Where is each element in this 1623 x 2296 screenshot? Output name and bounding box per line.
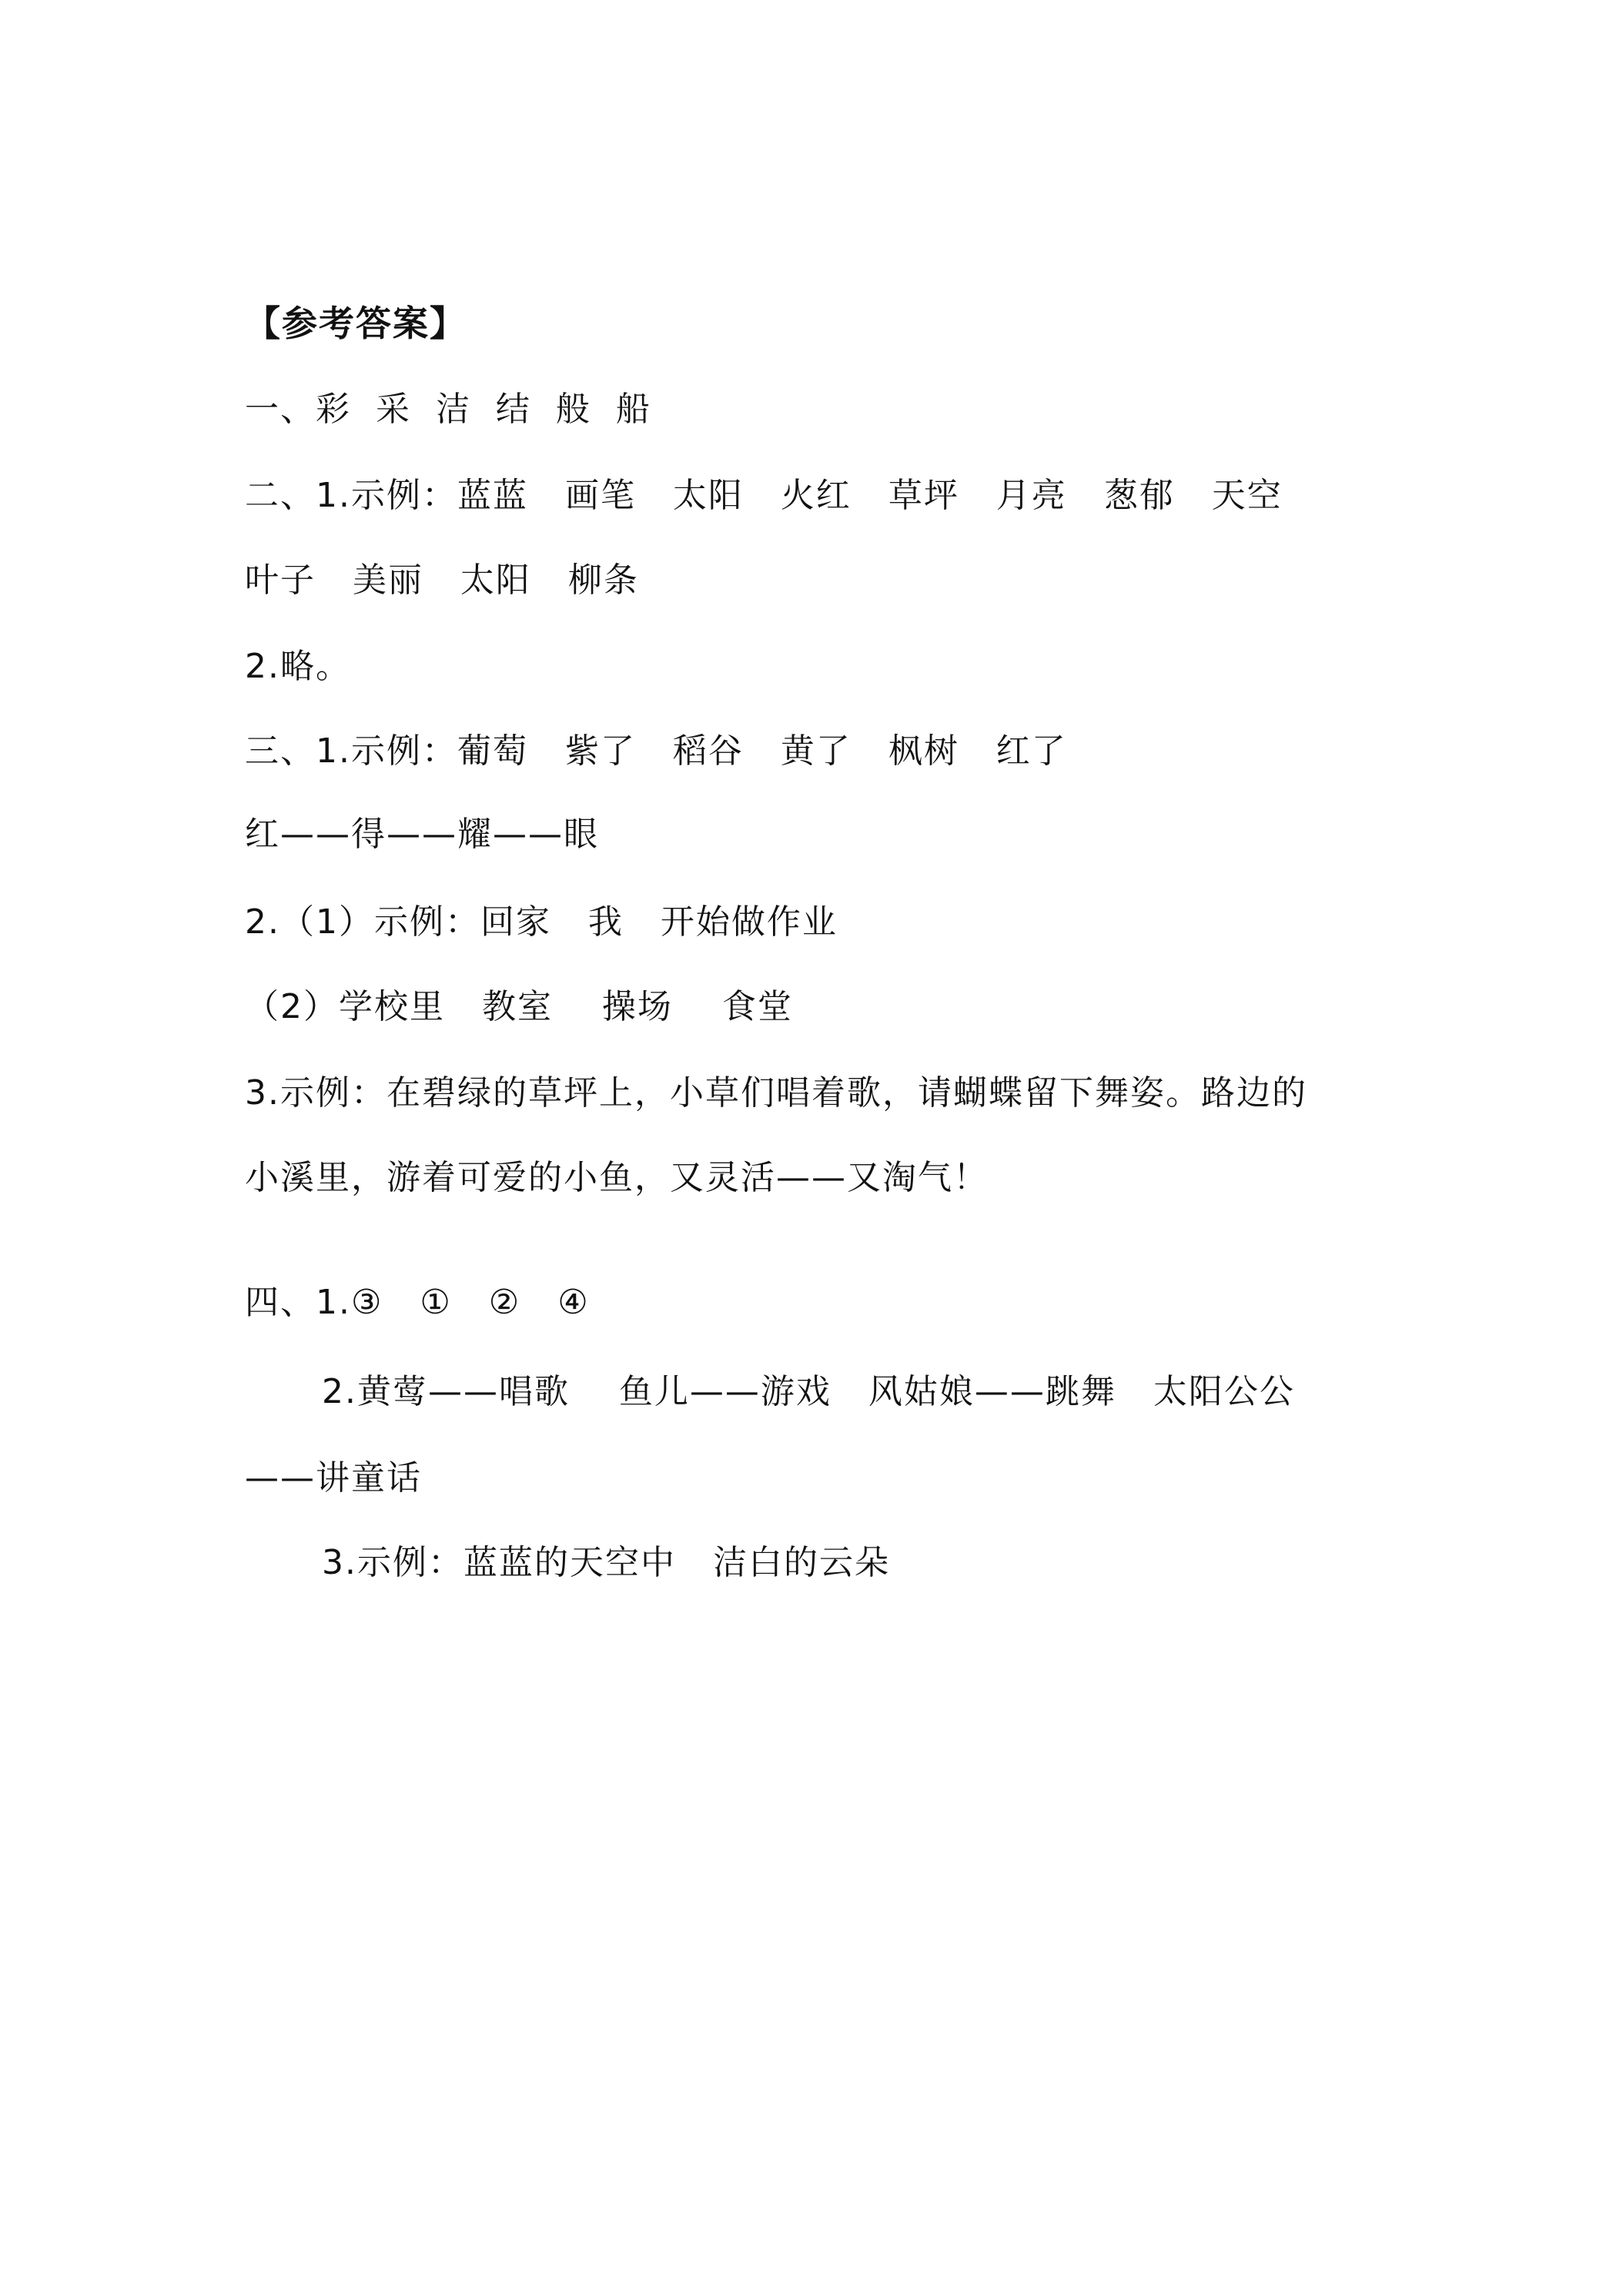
section-3-q2-part1: 2.（1）示例：回家 我 开始做作业 xyxy=(245,902,838,942)
answer-key-title: 【参考答案】 xyxy=(245,303,467,344)
section-4-q3-answer: 3.示例：蓝蓝的天空中 洁白的云朵 xyxy=(322,1543,890,1582)
section-3-q1-answers: 三、1.示例：葡萄 紫了 稻谷 黄了 枫树 红了 xyxy=(245,731,1067,771)
section-3-q3-answer: 3.示例：在碧绿的草坪上，小草们唱着歌，请蝴蝶留下舞姿。路边的 xyxy=(245,1073,1307,1113)
section-2-q1-answers-cont: 叶子 美丽 太阳 柳条 xyxy=(245,561,639,600)
section-3-q2-part2: （2）学校里 教室 操场 食堂 xyxy=(245,987,793,1026)
section-4-q1-answers: 四、1.③ ① ② ④ xyxy=(245,1283,590,1322)
section-4-q2-answers: 2.黄莺——唱歌 鱼儿——游戏 风姑娘——跳舞 太阳公公 xyxy=(322,1372,1295,1411)
section-3-q1-phrase: 红——得——耀——眼 xyxy=(245,815,599,854)
section-4-q2-answers-cont: ——讲童话 xyxy=(245,1458,422,1498)
section-1-answers: 一、彩 采 洁 结 般 船 xyxy=(245,390,651,429)
section-3-q3-answer-cont: 小溪里，游着可爱的小鱼，又灵活——又淘气！ xyxy=(245,1158,989,1197)
section-2-q2-answer: 2.略。 xyxy=(245,647,351,686)
section-2-q1-answers: 二、1.示例：蓝蓝 画笔 太阳 火红 草坪 月亮 葱郁 天空 xyxy=(245,476,1283,515)
